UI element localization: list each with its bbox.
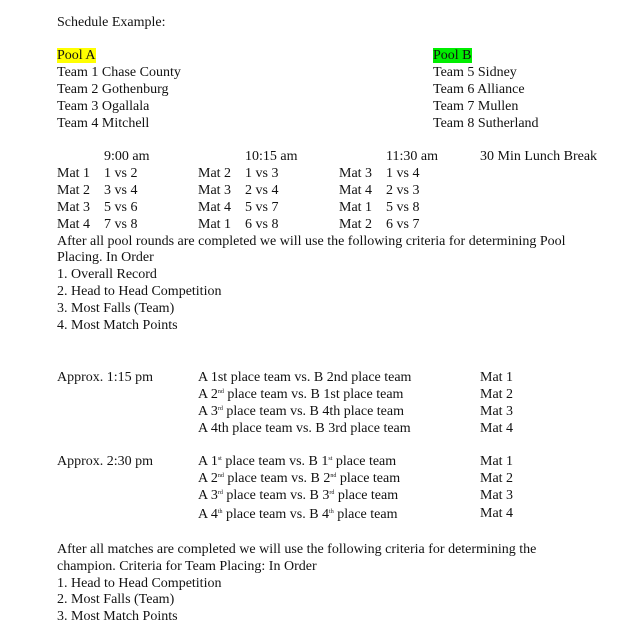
- mat-label: Mat 1: [339, 200, 373, 215]
- mat-label: Mat 1: [480, 454, 514, 469]
- matchup-text: place team vs. B 3: [222, 488, 330, 503]
- pool-a-team: Team 4 Mitchell: [57, 116, 150, 131]
- criteria-item: 2. Head to Head Competition: [57, 284, 222, 299]
- placement-match: [198, 369, 411, 386]
- placement-match: [198, 403, 404, 420]
- ordinal-suffix: st: [328, 456, 333, 462]
- criteria-item: 1. Overall Record: [57, 267, 157, 282]
- criteria-item: 3. Most Falls (Team): [57, 301, 175, 316]
- team-a: A 4: [198, 507, 218, 522]
- ordinal-suffix: nd: [217, 473, 224, 479]
- pool-b-team: Team 7 Mullen: [433, 99, 519, 114]
- ordinal-suffix: rd: [329, 490, 335, 496]
- mat-label: Mat 2: [339, 217, 373, 232]
- ordinal-suffix: rd: [217, 406, 223, 412]
- mat-label: Mat 4: [480, 506, 514, 521]
- match: 6 vs 8: [245, 217, 279, 232]
- document-title: Schedule Example:: [57, 15, 166, 30]
- placement-match: [198, 470, 400, 487]
- matchup-text: place team vs. B 4th place team: [222, 404, 404, 419]
- lunch-break: 30 Min Lunch Break: [480, 149, 598, 164]
- placement-match: [198, 453, 396, 470]
- criteria-item: 1. Head to Head Competition: [57, 576, 222, 591]
- mat-label: Mat 2: [198, 166, 232, 181]
- round-time: 11:30 am: [386, 149, 438, 164]
- matchup-text: place team vs. B 3rd place team: [228, 421, 411, 436]
- match: 1 vs 2: [104, 166, 138, 181]
- pool-b-team: Team 6 Alliance: [433, 82, 525, 97]
- pool-criteria-intro: Placing. In Order: [57, 250, 154, 265]
- mat-label: Mat 3: [339, 166, 373, 181]
- team-a: A 1st: [198, 370, 228, 385]
- pool-b-heading: Pool B: [433, 48, 472, 63]
- team-a: A 1: [198, 454, 218, 469]
- match: 5 vs 6: [104, 200, 138, 215]
- matchup-text: place team vs. B 1: [221, 454, 329, 469]
- match: 5 vs 7: [245, 200, 279, 215]
- matchup-text: place team vs. B 4: [222, 507, 330, 522]
- mat-label: Mat 4: [480, 421, 514, 436]
- mat-label: Mat 4: [339, 183, 373, 198]
- team-a: A 3: [198, 488, 218, 503]
- mat-label: Mat 4: [198, 200, 232, 215]
- match: 6 vs 7: [386, 217, 420, 232]
- mat-label: Mat 3: [198, 183, 232, 198]
- mat-label: Mat 3: [480, 488, 514, 503]
- team-a: A 2: [198, 387, 218, 402]
- pool-b-team: Team 8 Sutherland: [433, 116, 539, 131]
- placement-match: [198, 506, 397, 523]
- matchup-tail: place team: [332, 454, 397, 469]
- mat-label: Mat 3: [57, 200, 91, 215]
- session-time: Approx. 1:15 pm: [57, 370, 154, 385]
- matchup-text: place team vs. B 1st place team: [223, 387, 404, 402]
- mat-label: Mat 1: [480, 370, 514, 385]
- ordinal-suffix: nd: [217, 389, 224, 395]
- matchup-tail: place team: [336, 471, 401, 486]
- session-time: Approx. 2:30 pm: [57, 454, 154, 469]
- pool-a-team: Team 2 Gothenburg: [57, 82, 169, 97]
- mat-label: Mat 1: [198, 217, 232, 232]
- placement-match: [198, 386, 403, 403]
- ordinal-suffix: nd: [330, 473, 337, 479]
- pool-b-team: Team 5 Sidney: [433, 65, 517, 80]
- placement-match: [198, 420, 411, 437]
- match: 2 vs 3: [386, 183, 420, 198]
- match: 1 vs 3: [245, 166, 279, 181]
- team-a: A 2: [198, 471, 218, 486]
- team-a: A 4th: [198, 421, 229, 436]
- mat-label: Mat 2: [480, 387, 514, 402]
- match: 1 vs 4: [386, 166, 420, 181]
- match: 7 vs 8: [104, 217, 138, 232]
- pool-criteria-intro: After all pool rounds are completed we will use the following criteria for determining Pool: [57, 234, 566, 249]
- pool-a-team: Team 1 Chase County: [57, 65, 181, 80]
- mat-label: Mat 2: [480, 471, 514, 486]
- round-time: 10:15 am: [245, 149, 298, 164]
- match: 5 vs 8: [386, 200, 420, 215]
- criteria-item: 3. Most Match Points: [57, 609, 178, 624]
- matchup-tail: place team: [334, 488, 399, 503]
- final-criteria-intro: After all matches are completed we will use the following criteria for determining the: [57, 542, 537, 557]
- round-time: 9:00 am: [104, 149, 150, 164]
- pool-a-team: Team 3 Ogallala: [57, 99, 150, 114]
- pool-a-heading: Pool A: [57, 48, 96, 63]
- placement-match: [198, 487, 398, 504]
- ordinal-suffix: rd: [217, 490, 223, 496]
- matchup-text: place team vs. B 2nd place team: [227, 370, 412, 385]
- final-criteria-intro: champion. Criteria for Team Placing: In Order: [57, 559, 317, 574]
- team-a: A 3: [198, 404, 218, 419]
- mat-label: Mat 4: [57, 217, 91, 232]
- match: 3 vs 4: [104, 183, 138, 198]
- mat-label: Mat 3: [480, 404, 514, 419]
- ordinal-suffix: th: [329, 509, 334, 515]
- matchup-text: place team vs. B 2: [223, 471, 331, 486]
- ordinal-suffix: th: [217, 509, 223, 515]
- criteria-item: 4. Most Match Points: [57, 318, 178, 333]
- criteria-item: 2. Most Falls (Team): [57, 592, 175, 607]
- matchup-tail: place team: [333, 507, 398, 522]
- match: 2 vs 4: [245, 183, 279, 198]
- mat-label: Mat 1: [57, 166, 91, 181]
- ordinal-suffix: st: [217, 456, 222, 462]
- mat-label: Mat 2: [57, 183, 91, 198]
